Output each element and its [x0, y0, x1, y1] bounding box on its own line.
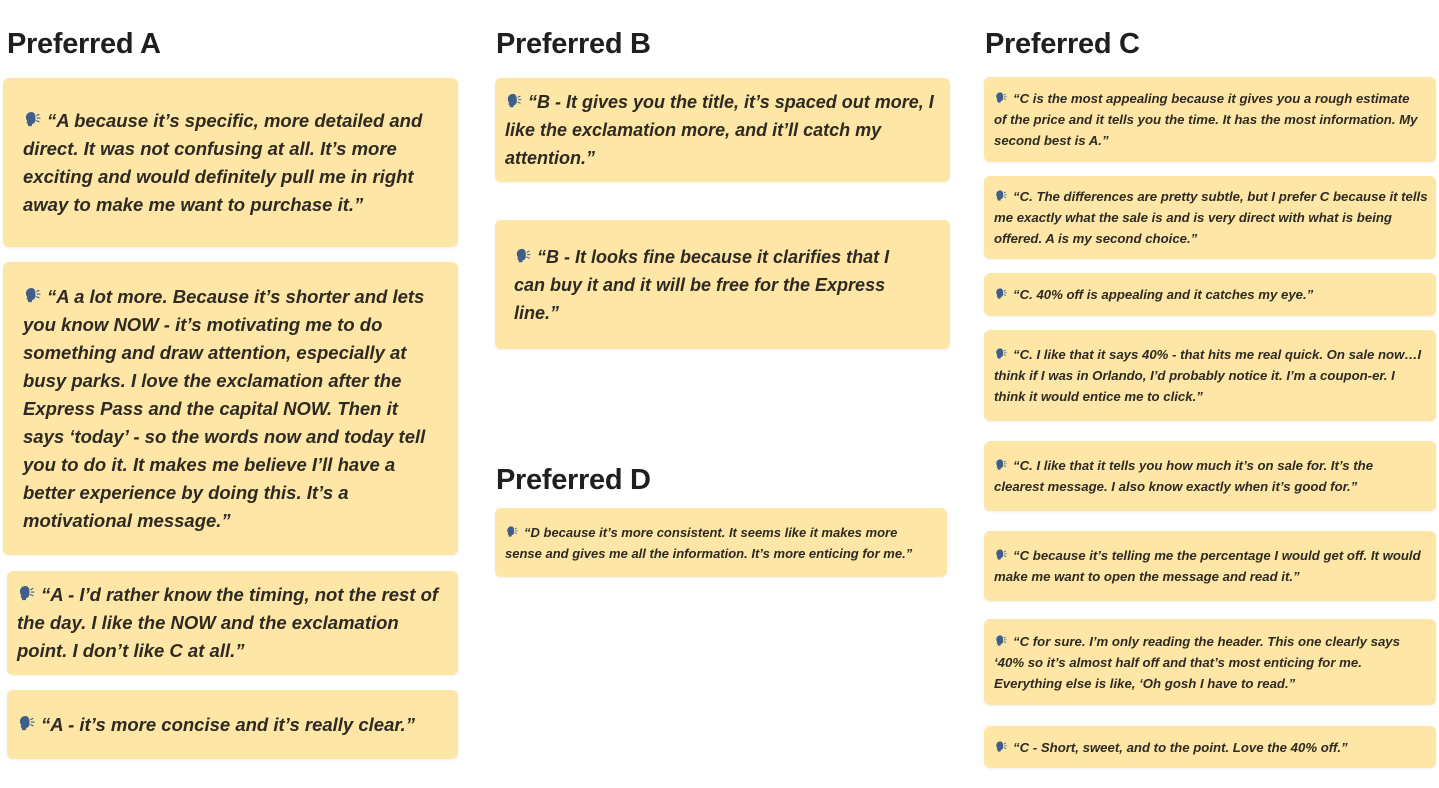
- quote-body: “B - It looks fine because it clarifies that I can buy it and it will be free for the Express line.”: [514, 246, 890, 323]
- quote-body: “C. 40% off is appealing and it catches my eye.”: [1013, 287, 1314, 302]
- quote-text: [994, 344, 1422, 407]
- quote-card: [984, 176, 1436, 259]
- quote-body: “C - Short, sweet, and to the point. Love the 40% off.”: [1013, 739, 1348, 755]
- quote-card: [984, 531, 1436, 601]
- quote-card: [984, 441, 1436, 511]
- quote-body: “D because it’s more consistent. It seems like it makes more sense and gives me all the information. It’s more enticing for me.”: [505, 524, 913, 561]
- quote-text: [505, 88, 936, 172]
- quote-text: [23, 283, 440, 535]
- speaking-head-icon: [505, 92, 523, 109]
- quote-card: [984, 330, 1436, 421]
- quote-text: [514, 243, 920, 327]
- quote-card: [984, 726, 1436, 768]
- quote-text: [994, 737, 1348, 758]
- quote-card: [3, 262, 458, 555]
- speaking-head-icon: [994, 287, 1008, 300]
- quote-body: “B - It gives you the title, it’s spaced out more, I like the exclamation more, and it’ll catch my attention.”: [505, 92, 934, 168]
- quote-body: “C is the most appealing because it gives you a rough estimate of the price and it tells you the time. It has the most information. My second best is A.”: [994, 91, 1418, 148]
- quote-body: “C for sure. I’m only reading the header. This one clearly says ‘40% so it’s almost half off and that’s most enticing for me. Everything else is like, ‘Oh gosh I have to read.”: [994, 633, 1400, 691]
- quote-text: [994, 186, 1428, 249]
- speaking-head-icon: [994, 189, 1008, 202]
- quote-text: [994, 88, 1422, 151]
- quote-body: “C. I like that it tells you how much it’s on sale for. It’s the clearest message. I also know exactly when it’s good for.”: [994, 458, 1374, 494]
- quote-body: “A - I’d rather know the timing, not the rest of the day. I like the NOW and the exclamation point. I don’t like C at all.”: [17, 584, 439, 661]
- speaking-head-icon: [994, 91, 1008, 104]
- quote-body: “A - it’s more concise and it’s really clear.”: [41, 713, 415, 735]
- quote-text: [994, 455, 1422, 497]
- heading-preferred-c: Preferred C: [985, 28, 1140, 60]
- quote-body: “A because it’s specific, more detailed and direct. It was not confusing at all. It’s more exciting and would definitely pull me in right away to make me want to purchase it.”: [23, 109, 423, 215]
- quote-text: [17, 581, 446, 665]
- quote-body: “C. The differences are pretty subtle, but I prefer C because it tells me exactly what the sale is and is very direct with what is being offered. A is my second choice.”: [994, 189, 1428, 246]
- speaking-head-icon: [17, 584, 36, 602]
- quote-card: [7, 690, 458, 759]
- quote-text: [17, 711, 415, 739]
- speaking-head-icon: [994, 458, 1008, 471]
- quote-body: “A a lot more. Because it’s shorter and lets you know NOW - it’s motivating me to do something and draw attention, especially at busy parks. I love the exclamation after the Express Pass and the capital NOW. Then it says ‘today’ - so the words now and today tell you to do it. It makes me believe I’ll have a better experience by doing this. It’s a motivational message.”: [23, 285, 426, 531]
- heading-preferred-d: Preferred D: [496, 464, 651, 496]
- quote-card: [495, 508, 947, 577]
- quote-text: [994, 284, 1313, 305]
- quote-text: [994, 631, 1428, 694]
- speaking-head-icon: [505, 525, 519, 538]
- speaking-head-icon: [514, 247, 532, 264]
- quote-body: “C. I like that it says 40% - that hits me real quick. On sale now…I think if I was in Orlando, I’d probably notice it. I’m a coupon-er. I think it would entice me to click.”: [994, 347, 1422, 404]
- speaking-head-icon: [23, 110, 42, 128]
- quote-text: [23, 107, 440, 219]
- quote-card: [495, 78, 950, 182]
- quote-card: [7, 571, 458, 675]
- quote-text: [505, 522, 935, 564]
- speaking-head-icon: [17, 714, 36, 732]
- speaking-head-icon: [994, 634, 1008, 647]
- quote-card: [984, 77, 1436, 162]
- speaking-head-icon: [23, 286, 42, 304]
- quote-card: [3, 78, 458, 247]
- quote-card: [984, 619, 1436, 705]
- quote-card: [495, 220, 950, 349]
- speaking-head-icon: [994, 548, 1008, 561]
- quote-text: [994, 545, 1422, 587]
- speaking-head-icon: [994, 740, 1008, 753]
- heading-preferred-a: Preferred A: [7, 28, 161, 60]
- heading-preferred-b: Preferred B: [496, 28, 651, 60]
- speaking-head-icon: [994, 347, 1008, 360]
- quote-body: “C because it’s telling me the percentage I would get off. It would make me want to open the message and read it.”: [994, 548, 1421, 584]
- quote-card: [984, 273, 1436, 316]
